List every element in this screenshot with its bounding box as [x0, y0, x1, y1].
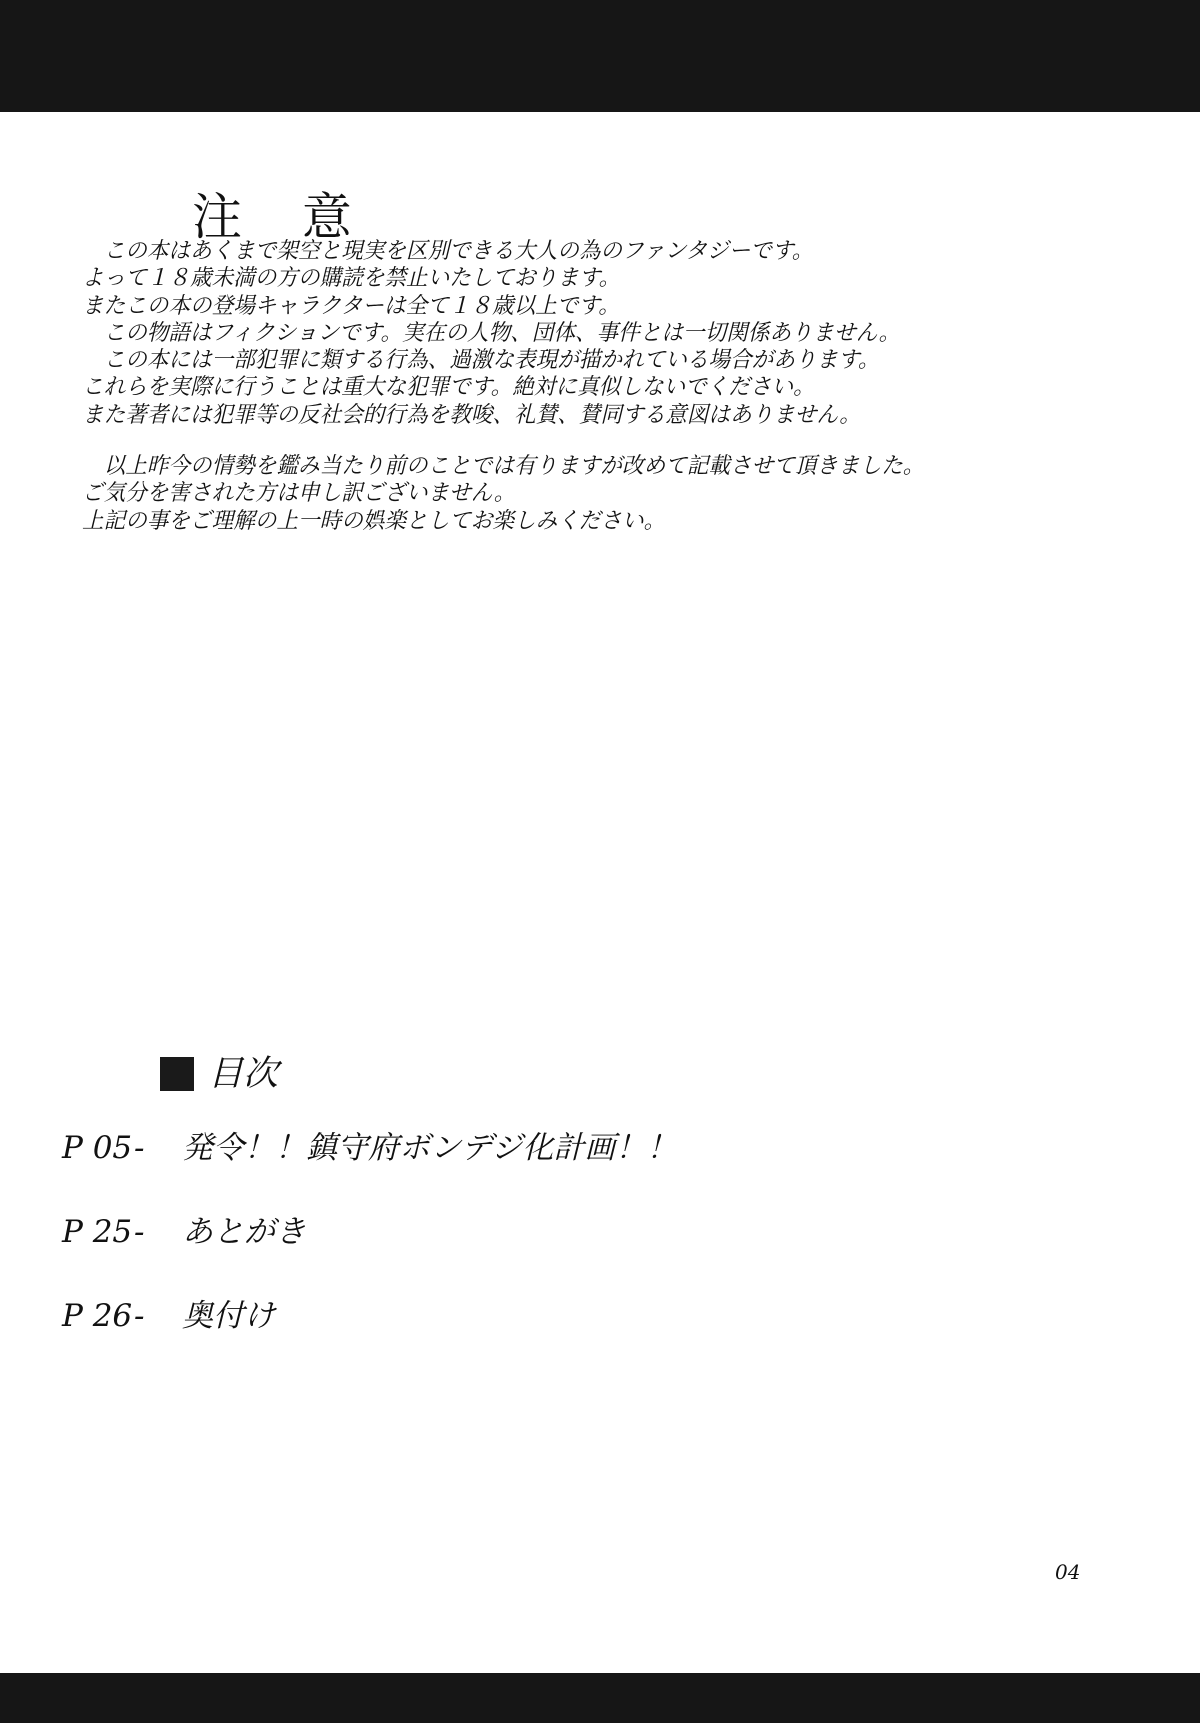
toc-dash: -	[134, 1214, 145, 1250]
notice-line: また著者には犯罪等の反社会的行為を教唆、礼賛、賛同する意図はありません。	[82, 401, 861, 428]
toc-page-number: P 26	[62, 1298, 133, 1334]
notice-title: 注 意	[192, 187, 374, 246]
toc-page-number: P 05	[62, 1130, 133, 1166]
notice-line: ご気分を害された方は申し訳ございません。	[82, 480, 516, 507]
notice-line: 以上昨今の情勢を鑑み当たり前のことでは有りますが改めて記載させて頂きました。	[82, 453, 925, 480]
notice-line: 上記の事をご理解の上一時の娯楽としてお楽しみください。	[82, 507, 666, 534]
page-number: 04	[1055, 1560, 1081, 1584]
toc-title: 奥付け	[182, 1298, 275, 1334]
toc-heading	[160, 1054, 278, 1094]
paragraph-gap	[82, 429, 1109, 453]
notice-line: よって１８歳未満の方の購読を禁止いたしております。	[82, 265, 621, 292]
notice-body	[82, 238, 1109, 535]
toc-page-number: P 25	[62, 1214, 133, 1250]
scan-border-bottom	[0, 1673, 1200, 1723]
square-bullet-icon	[160, 1057, 194, 1091]
toc-title: 発令！！鎮守府ボンデジ化計画！！	[182, 1130, 678, 1166]
notice-line: これらを実際に行うことは重大な犯罪です。絶対に真似しないでください。	[82, 374, 815, 401]
scan-border-top	[0, 0, 1200, 112]
notice-line: この物語はフィクションです。実在の人物、団体、事件とは一切関係ありません。	[82, 319, 901, 346]
notice-line: またこの本の登場キャラクターは全て１８歳以上です。	[82, 292, 620, 319]
toc-heading-label: 目次	[208, 1053, 279, 1094]
toc-dash: -	[134, 1130, 145, 1166]
toc-title: あとがき	[182, 1214, 306, 1250]
notice-line: この本はあくまで架空と現実を区別できる大人の為のファンタジーです。	[82, 238, 814, 264]
notice-line: この本には一部犯罪に類する行為、過激な表現が描かれている場合があります。	[82, 347, 880, 374]
toc-dash: -	[134, 1298, 145, 1334]
